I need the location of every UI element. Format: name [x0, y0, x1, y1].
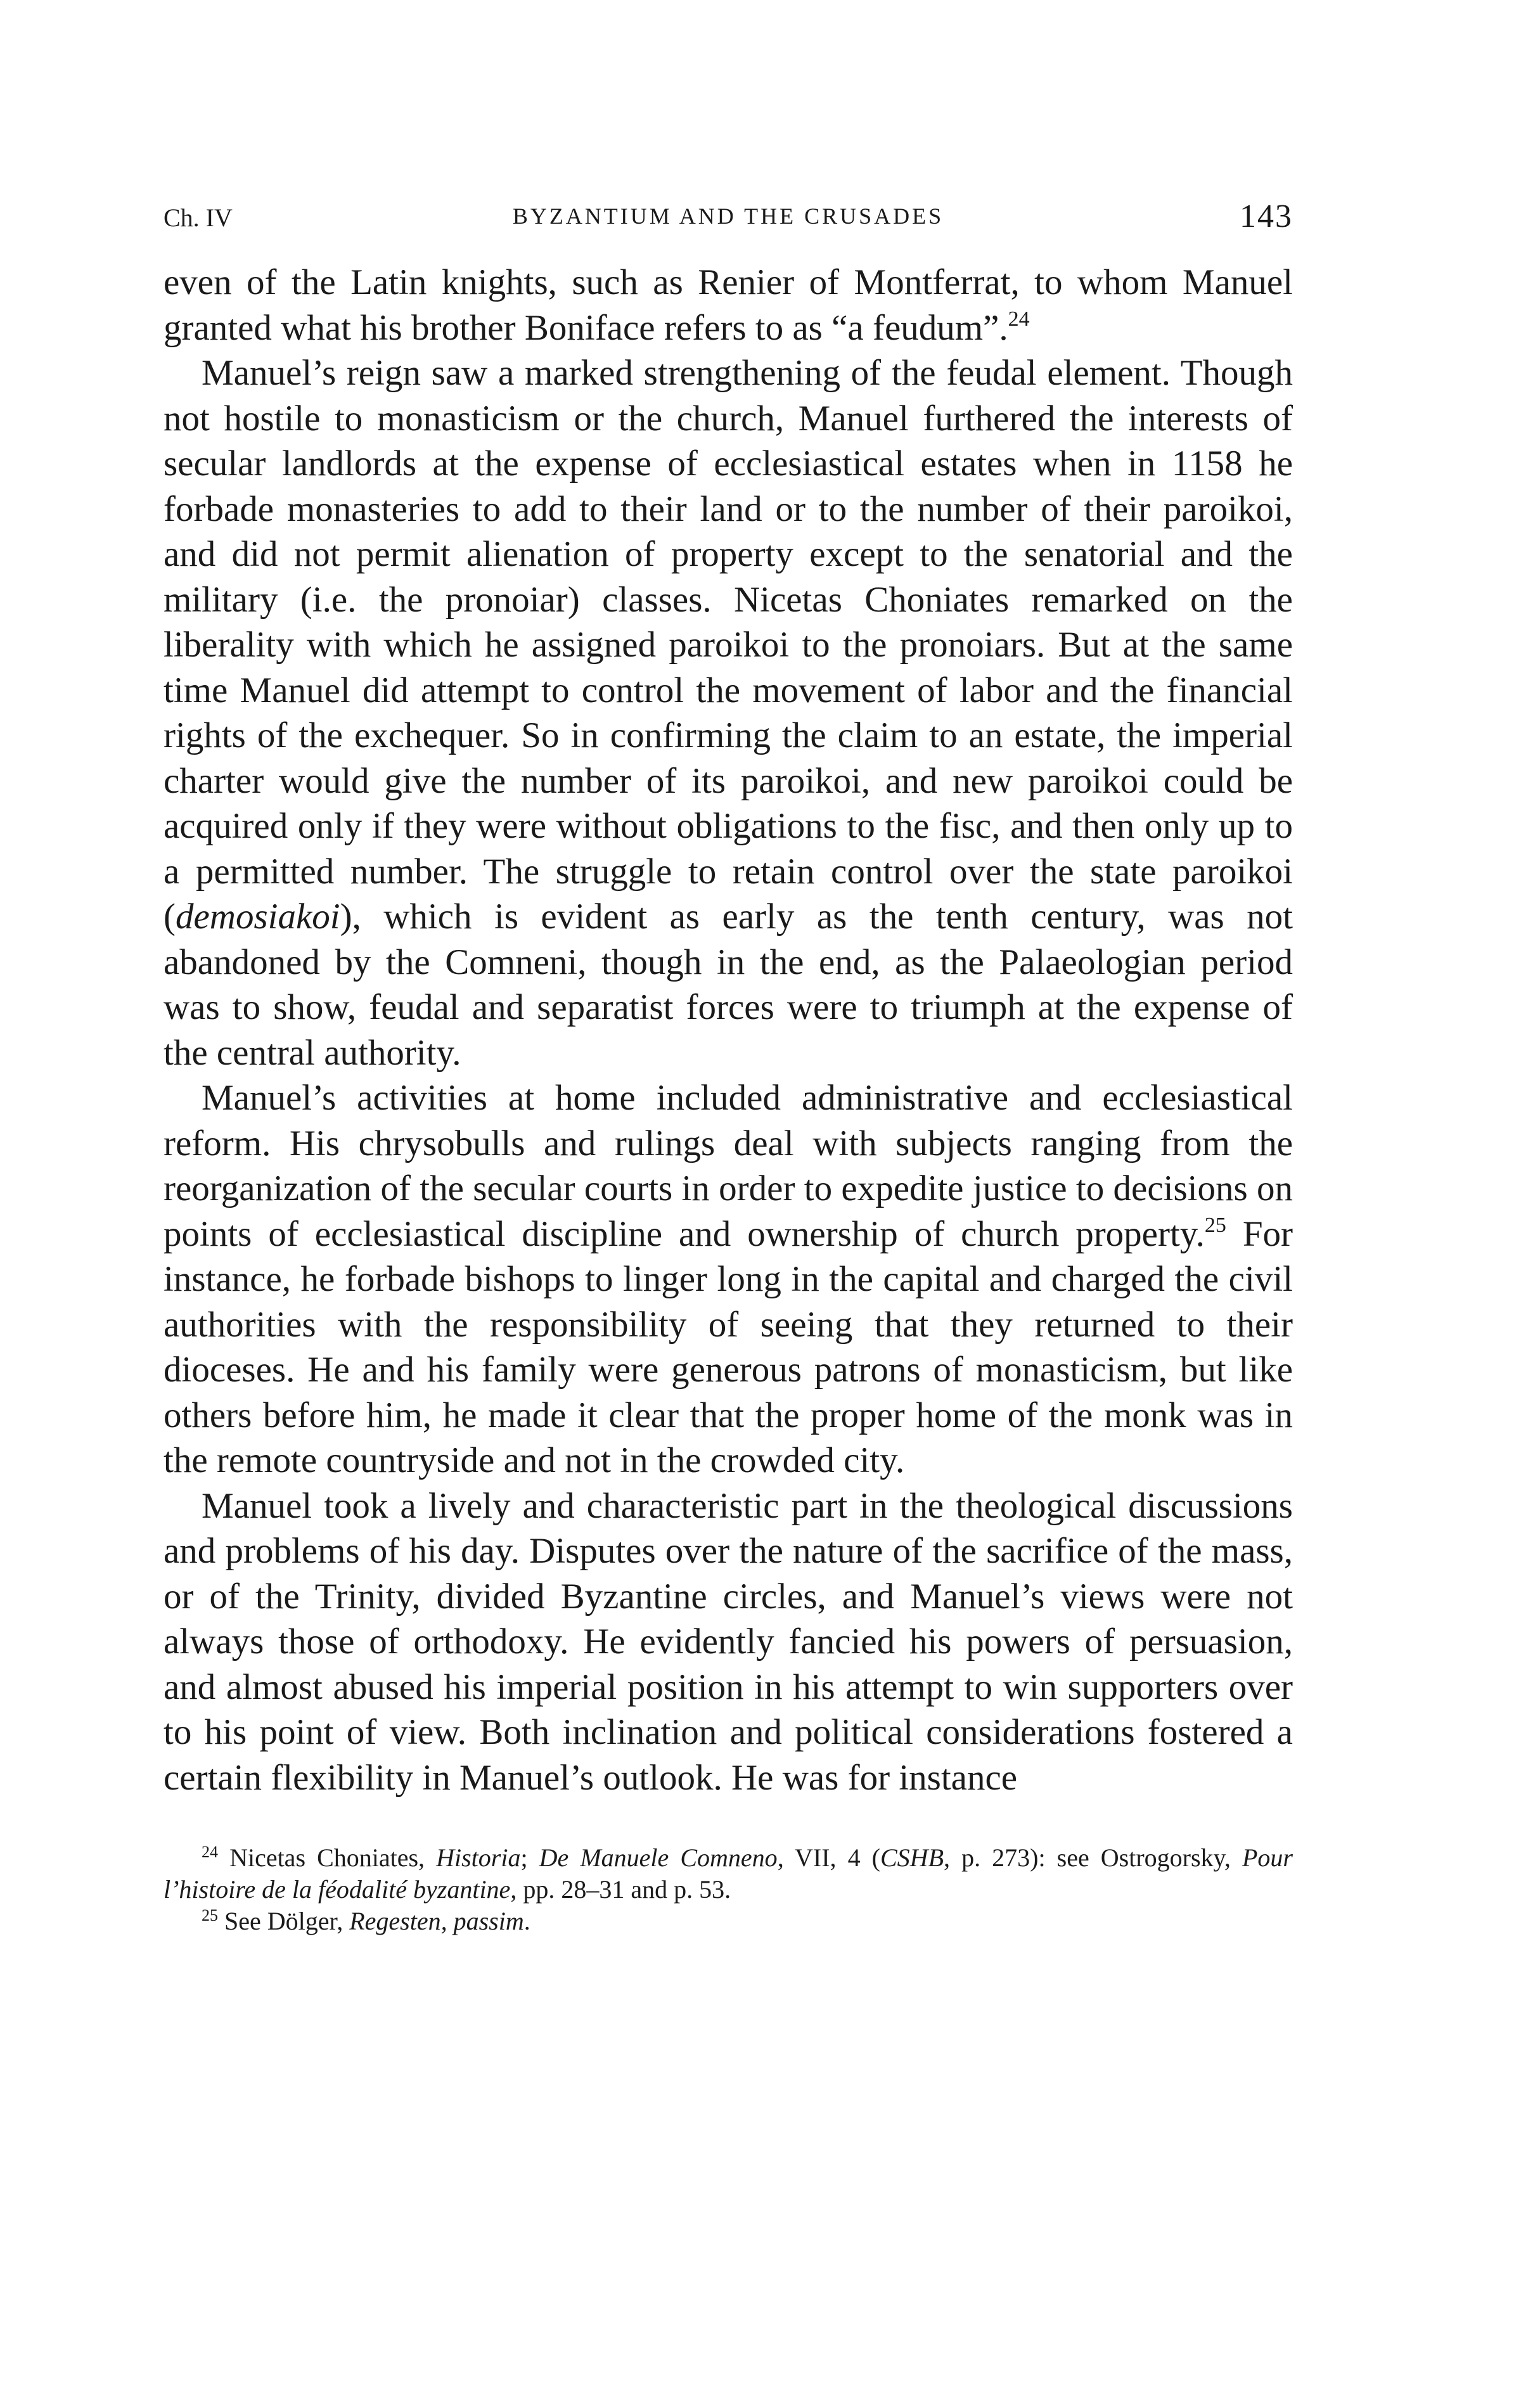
footnote-text: . — [523, 1907, 530, 1935]
footnote-italic: Pour l’histoire de la féodalité byzantine — [164, 1843, 1293, 1904]
footnote-text: Nicetas Choniates, — [218, 1843, 437, 1872]
paragraph-text: Manuel took a lively and characteristic part in the theological discussions and problems of his day. Disputes over the nature of the sacrifice of the mass, or of the Trinity, divided Byzantine circles, and Manuel’s views were not always those of orthodoxy. He evidently fancied his powers of persuasion, and almost abused his imperial position in his attempt to win supporters over to his point of view. Both inclination and political considerations fostered a certain flexibility in Manuel’s outlook. He was for instance — [164, 1485, 1293, 1798]
running-head — [164, 190, 1293, 241]
book-page — [164, 190, 1293, 1937]
chapter-label: Ch. IV — [164, 203, 233, 232]
footnote-number: 24 — [202, 1843, 218, 1861]
paragraph-text: even of the Latin knights, such as Renier of Montferrat, to whom Manuel granted what his brother Boniface refers to as “a feudum”. — [164, 262, 1293, 348]
footnote-italic: CSHB — [880, 1843, 944, 1872]
footnote-25 — [164, 1905, 1293, 1937]
paragraph-text: ), which is evident as early as the tenth century, was not abandoned by the Comneni, though in the end, as the Palaeologian period was to show, feudal and separatist forces were to triumph at the expense of the central authority. — [164, 897, 1293, 1073]
paragraph-text: Manuel’s activities at home included administrative and ecclesiastical reform. His chrysobulls and rulings deal with subjects ranging from the reorganization of the secular courts in order to expedite justice to decisions on points of ecclesiastical discipline and ownership of church property. — [164, 1078, 1293, 1254]
footnote-ref-24: 24 — [1008, 307, 1030, 331]
paragraph-4 — [164, 1483, 1293, 1801]
footnote-italic: De Manuele Comneno — [539, 1843, 778, 1872]
footnote-number: 25 — [202, 1906, 218, 1924]
footnote-text: , VII, 4 ( — [777, 1843, 880, 1872]
paragraph-3 — [164, 1075, 1293, 1483]
footnotes — [164, 1842, 1293, 1937]
footnote-italic: Regesten, passim — [349, 1907, 524, 1935]
footnote-24 — [164, 1842, 1293, 1905]
italic-term: demosiakoi — [175, 897, 340, 937]
footnote-text: ; — [520, 1843, 539, 1872]
body-text — [164, 260, 1293, 1800]
footnote-italic: Historia — [436, 1843, 521, 1872]
footnote-text: , p. 273): see Ostrogorsky, — [944, 1843, 1242, 1872]
footnote-text: See Dölger, — [218, 1907, 350, 1935]
page-number: 143 — [1240, 198, 1293, 234]
paragraph-text: Manuel’s reign saw a marked strengthening of the feudal element. Though not hostile to monasticism or the church, Manuel furthered the interests of secular landlords at the expense of ecclesiastical estates when in 1158 he forbade monasteries to add to their land or to the number of their paroikoi, and did not permit alienation of property except to the senatorial and the military (i.e. the pronoiar) classes. Nicetas Choniates remarked on the liberality with which he assigned paroikoi to the pronoiars. But at the same time Manuel did attempt to control the movement of labor and the financial rights of the exchequer. So in confirming the claim to an estate, the imperial charter would give the number of its paroikoi, and new paroikoi could be acquired only if they were without obligations to the fisc, and then only up to a permitted number. The struggle to retain control over the state paroikoi ( — [164, 353, 1293, 937]
running-title: BYZANTIUM AND THE CRUSADES — [512, 203, 944, 229]
footnote-text: , pp. 28–31 and p. 53. — [510, 1875, 731, 1904]
paragraph-2 — [164, 350, 1293, 1075]
paragraph-1 — [164, 260, 1293, 350]
paragraph-text: For instance, he forbade bishops to linger long in the capital and charged the civil authorities with the responsibility of seeing that they returned to their dioceses. He and his family were generous patrons of monasticism, but like others before him, he made it clear that the proper home of the monk was in the remote countryside and not in the crowded city. — [164, 1214, 1293, 1480]
footnote-ref-25: 25 — [1204, 1213, 1226, 1237]
